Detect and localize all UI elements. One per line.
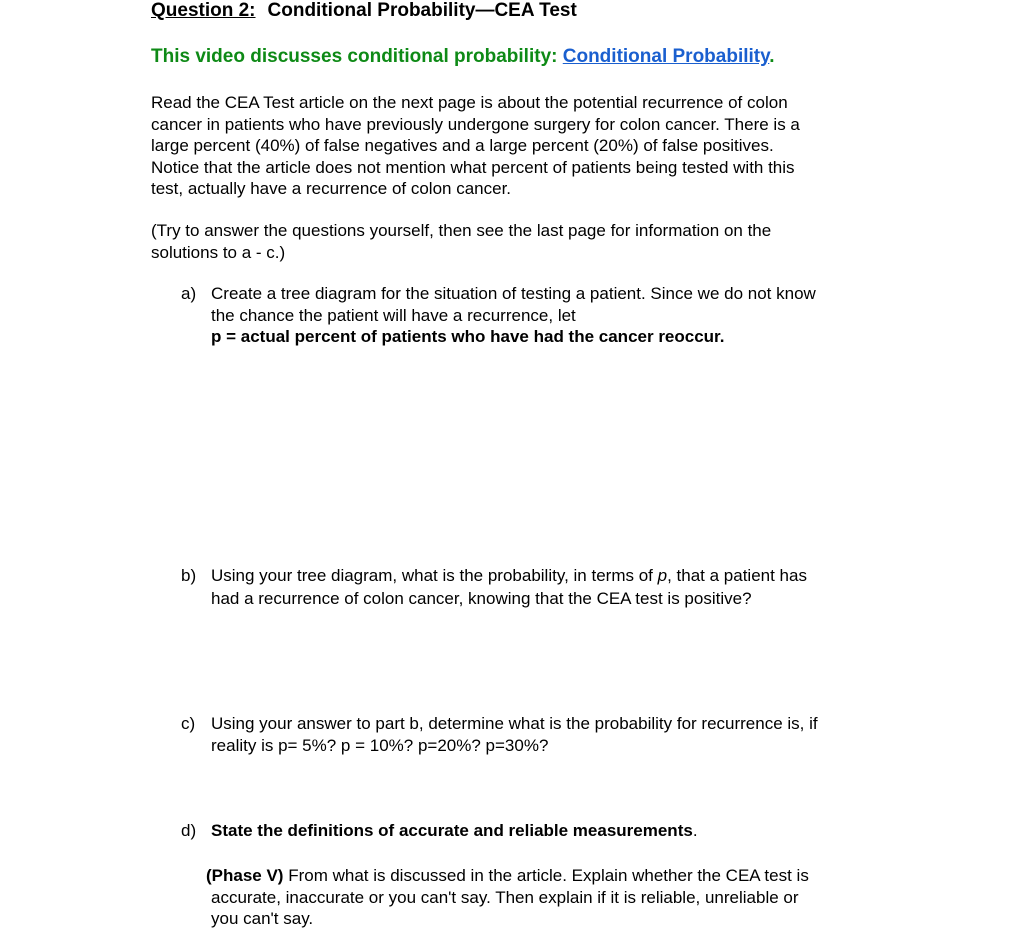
question-a-line-2: the chance the patient will have a recurrence, let: [211, 305, 576, 325]
video-reference: [151, 45, 775, 69]
question-title: Conditional Probability—CEA Test: [267, 0, 577, 21]
question-b-line-1: Using your tree diagram, what is the probability, in terms of p, that a patient has: [211, 566, 807, 585]
question-d-line: State the definitions of accurate and reliable measurements.: [211, 821, 698, 840]
phase-line-2: accurate, inaccurate or you can't say. Then explain if it is reliable, unreliable or: [211, 887, 799, 907]
phase-label: (Phase V): [206, 866, 284, 885]
question-c: [181, 713, 881, 756]
question-d: [181, 820, 881, 842]
question-a-marker: a): [181, 284, 197, 303]
intro-line-4: Notice that the article does not mention what percent of patients being tested with this: [151, 157, 795, 177]
intro-line-2: cancer in patients who have previously undergone surgery for colon cancer. There is a: [151, 114, 800, 134]
conditional-probability-link[interactable]: Conditional Probability: [562, 46, 770, 67]
phase-line-1: (Phase V) From what is discussed in the article. Explain whether the CEA test is: [206, 866, 809, 885]
question-b-marker: b): [181, 566, 197, 585]
intro-line-1: Read the CEA Test article on the next page is about the potential recurrence of colon: [151, 93, 788, 112]
question-a: [181, 283, 881, 348]
question-label: Question 2:: [151, 0, 256, 21]
question-c-line-2: reality is p= 5%? p = 10%? p=20%? p=30%?: [211, 735, 549, 755]
intro-line-3: large percent (40%) of false negatives and a large percent (20%) of false positives.: [151, 136, 774, 155]
instructions-line-2: solutions to a - c.): [151, 242, 286, 262]
page-title: [151, 0, 577, 22]
question-d-bold-text: State the definitions of accurate and reliable measurements: [211, 821, 693, 840]
instructions-paragraph: [151, 220, 876, 263]
question-c-line-1: Using your answer to part b, determine what is the probability for recurrence is, if: [211, 714, 818, 733]
question-b-line-2: had a recurrence of colon cancer, knowing that the CEA test is positive?: [211, 589, 752, 608]
video-end-period: .: [769, 46, 775, 67]
intro-line-5: test, actually have a recurrence of colon cancer.: [151, 179, 512, 198]
phase-v-prompt: [206, 865, 886, 930]
question-c-marker: c): [181, 714, 196, 733]
question-a-line-1: Create a tree diagram for the situation of testing a patient. Since we do not know: [211, 284, 816, 303]
question-b: [181, 564, 881, 610]
question-a-definition: p = actual percent of patients who have had the cancer reoccur.: [211, 327, 725, 346]
phase-line-3: you can't say.: [211, 909, 314, 928]
question-d-marker: d): [181, 821, 197, 840]
intro-paragraph: [151, 92, 876, 200]
video-intro-text: This video discusses conditional probability:: [151, 46, 563, 67]
instructions-line-1: (Try to answer the questions yourself, then see the last page for information on the: [151, 221, 772, 240]
variable-p: p: [657, 566, 668, 585]
